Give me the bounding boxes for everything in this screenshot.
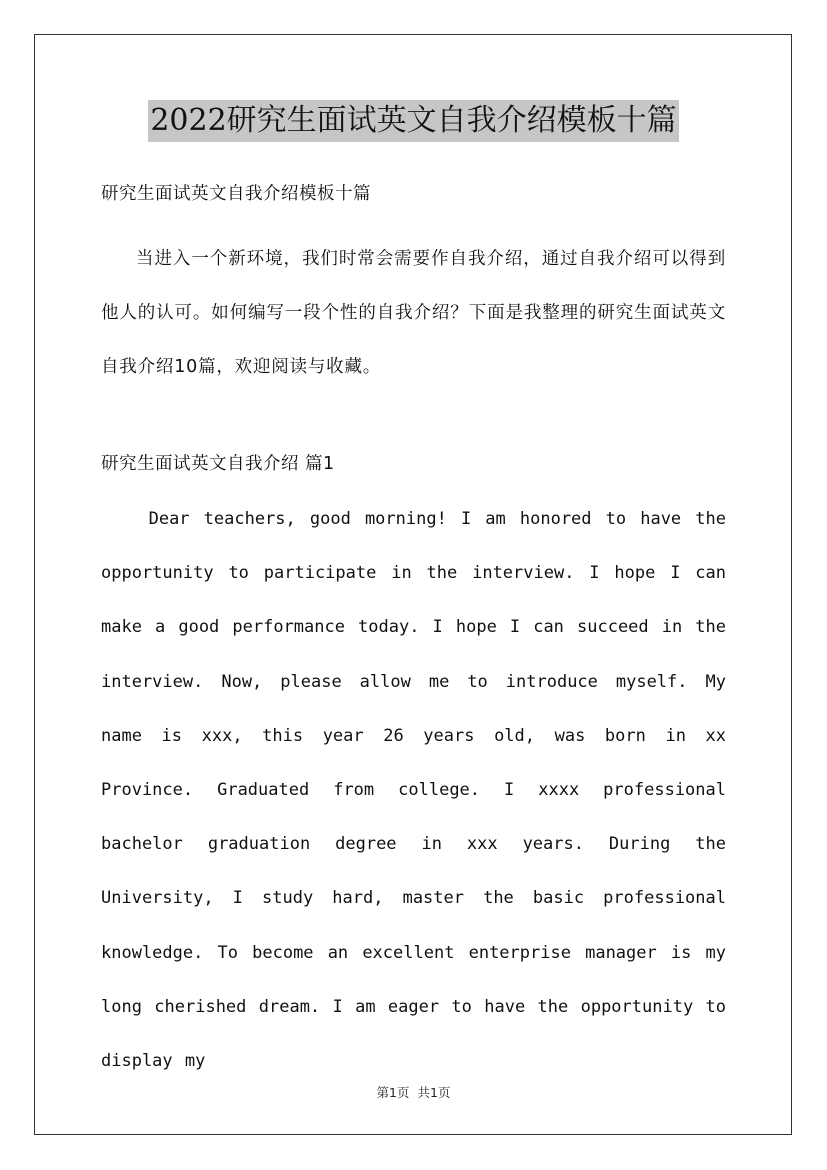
section-heading: 研究生面试英文自我介绍 篇1 [101, 454, 335, 474]
intro-paragraph: 当进入一个新环境，我们时常会需要作自我介绍，通过自我介绍可以得到他人的认可。如何编写一段个性的自我介绍？下面是我整理的研究生面试英文自我介绍10篇，欢迎阅读与收藏。 [101, 249, 726, 377]
body-paragraph: Dear teachers, good morning! I am honored to have the opportunity to participate in the interview. I hope I can make a good performance today. I hope I can succeed in the interview. Now, please allow me to introduce myself. My name is xxx, this year 26 years old, was born in xx Province. Graduated from college. I xxxx professional bachelor graduation degree in xxx years. During the University, I study hard, master the basic professional knowledge. To become an excellent enterprise manager is my long cherished dream. I am eager to have the opportunity to display my [101, 509, 726, 1072]
document-subtitle: 研究生面试英文自我介绍模板十篇 [101, 184, 371, 204]
page-total: 共1页 [417, 1085, 451, 1100]
page-footer [0, 1083, 827, 1101]
page-number: 第1页 [376, 1085, 410, 1100]
title-container [0, 100, 827, 142]
document-title: 2022研究生面试英文自我介绍模板十篇 [148, 100, 678, 142]
